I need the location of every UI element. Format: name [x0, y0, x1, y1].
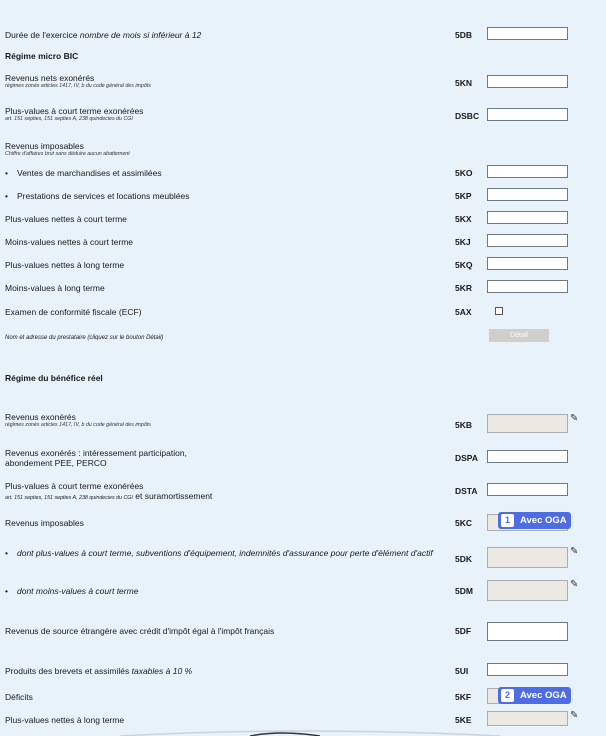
label-duree-main: Durée de l'exercice [5, 30, 80, 40]
label-prestations-services: Prestations de services et locations meublées [17, 191, 190, 201]
label-interessement-participation [5, 448, 187, 468]
code-5kr: 5KR [455, 283, 473, 293]
section-title-benefice-reel: Régime du bénéfice réel [5, 373, 103, 383]
code-5db: 5DB [455, 30, 473, 40]
bullet: • [5, 191, 8, 201]
pencil-icon[interactable]: ✎ [570, 546, 579, 557]
code-5dk: 5DK [455, 554, 473, 564]
label-revenus-imposables-micro [5, 141, 130, 158]
field-5dm[interactable] [487, 580, 568, 601]
code-5kb: 5KB [455, 420, 473, 430]
label-ui-main: Produits des brevets et assimilés [5, 666, 132, 676]
label-examen-conformite: Examen de conformité fiscale (ECF) [5, 307, 142, 317]
badge-label: Avec OGA [520, 690, 567, 701]
label-pv-court-terme-exonerees [5, 106, 143, 123]
label-pv-nettes-long-terme-reel: Plus-values nettes à long terme [5, 715, 125, 725]
code-5df: 5DF [455, 626, 472, 636]
code-5ax: 5AX [455, 307, 472, 317]
code-5kx: 5KX [455, 214, 472, 224]
code-5ui: 5UI [455, 666, 469, 676]
field-dsta[interactable] [487, 483, 568, 496]
bottom-edge-curve [0, 728, 606, 736]
field-5ke[interactable] [487, 711, 568, 726]
label-revenus-exoneres-reel [5, 412, 151, 429]
pencil-icon[interactable]: ✎ [570, 579, 579, 590]
code-5kp: 5KP [455, 191, 472, 201]
field-5kp[interactable] [487, 188, 568, 201]
badge-number: 1 [501, 514, 514, 527]
label-ui-italic: taxables à 10 % [131, 666, 193, 676]
code-5dm: 5DM [455, 586, 473, 596]
label-kn-sub: régimes zonés articles 1417, IV, b du code général des impôts [5, 83, 151, 89]
code-5kf: 5KF [455, 692, 472, 702]
label-mv-long-terme: Moins-values à long terme [5, 283, 105, 293]
label-revenus-imposables-reel: Revenus imposables [5, 518, 84, 528]
label-pv-court-terme-exonerees-reel [5, 481, 212, 503]
field-5db[interactable] [487, 27, 568, 40]
checkbox-5ax[interactable] [495, 307, 503, 315]
pencil-icon[interactable]: ✎ [570, 413, 579, 424]
field-dspa[interactable] [487, 450, 568, 463]
field-5df[interactable] [487, 622, 568, 641]
label-imposables-sub: Chiffre d'affaires brut sans déduire aucun abattement [5, 151, 130, 157]
label-dsta-tail: et suramortissement [135, 491, 213, 501]
label-dont-mv-court-terme: dont moins-values à court terme [17, 586, 139, 596]
label-dsta-main: Plus-values à court terme exonérées [5, 481, 144, 491]
code-dsta: DSTA [455, 486, 478, 496]
label-imposables-main: Revenus imposables [5, 141, 84, 151]
code-5ke: 5KE [455, 715, 472, 725]
field-5kq[interactable] [487, 257, 568, 270]
badge-avec-oga-1 [498, 512, 571, 529]
label-dsbc-main: Plus-values à court terme exonérées [5, 106, 144, 116]
field-5kx[interactable] [487, 211, 568, 224]
field-dsbc[interactable] [487, 108, 568, 121]
label-kn-main: Revenus nets exonérés [5, 73, 95, 83]
label-dsta-sub: art. 151 septies, 151 septies A, 238 quindecies du CGI [5, 495, 133, 501]
field-5ui[interactable] [487, 663, 568, 676]
label-deficits: Déficits [5, 692, 33, 702]
code-dsbc: DSBC [455, 111, 480, 121]
bullet: • [5, 548, 8, 558]
field-5kj[interactable] [487, 234, 568, 247]
bullet: • [5, 586, 8, 596]
label-kb-main: Revenus exonérés [5, 412, 76, 422]
field-5kb[interactable] [487, 414, 568, 433]
label-dsbc-sub: art. 151 septies, 151 septies A, 238 quindecies du CGI [5, 116, 133, 122]
label-pv-nettes-long-terme: Plus-values nettes à long terme [5, 260, 125, 270]
badge-number: 2 [501, 689, 514, 702]
label-duree-italic: nombre de mois si inférieur à 12 [79, 30, 202, 40]
code-5kn: 5KN [455, 78, 473, 88]
code-5kc: 5KC [455, 518, 473, 528]
badge-avec-oga-2 [498, 687, 571, 704]
label-mv-nettes-court-terme: Moins-values nettes à court terme [5, 237, 134, 247]
section-title-micro-bic: Régime micro BIC [5, 51, 79, 61]
code-5ko: 5KO [455, 168, 473, 178]
label-dspa-line1: Revenus exonérés : intéressement participation, [5, 448, 187, 458]
label-revenus-nets-exoneres [5, 73, 151, 90]
label-produits-brevets [5, 666, 192, 676]
field-5kr[interactable] [487, 280, 568, 293]
field-5kn[interactable] [487, 75, 568, 88]
label-nom-adresse-prestataire: Nom et adresse du prestataire (cliquez sur le bouton Détail) [5, 335, 164, 341]
label-ventes-marchandises: Ventes de marchandises et assimilées [17, 168, 162, 178]
pencil-icon[interactable]: ✎ [570, 710, 579, 721]
label-duree-exercice [5, 30, 201, 40]
label-source-etrangere: Revenus de source étrangère avec crédit d'impôt égal à l'impôt français [5, 626, 275, 636]
label-pv-nettes-court-terme: Plus-values nettes à court terme [5, 214, 127, 224]
badge-label: Avec OGA [520, 515, 567, 526]
code-dspa: DSPA [455, 453, 478, 463]
code-5kq: 5KQ [455, 260, 473, 270]
label-kb-sub: régimes zonés articles 1417, IV, b du code général des impôts [5, 422, 151, 428]
field-5dk[interactable] [487, 547, 568, 568]
label-dspa-line2: abondement PEE, PERCO [5, 458, 107, 468]
detail-button[interactable]: Détail [489, 329, 549, 342]
code-5kj: 5KJ [455, 237, 471, 247]
label-dont-pv-court-terme: dont plus-values à court terme, subventions d'équipement, indemnités d'assurance pour perte d'élément d'actif [17, 548, 433, 558]
bullet: • [5, 168, 8, 178]
field-5ko[interactable] [487, 165, 568, 178]
